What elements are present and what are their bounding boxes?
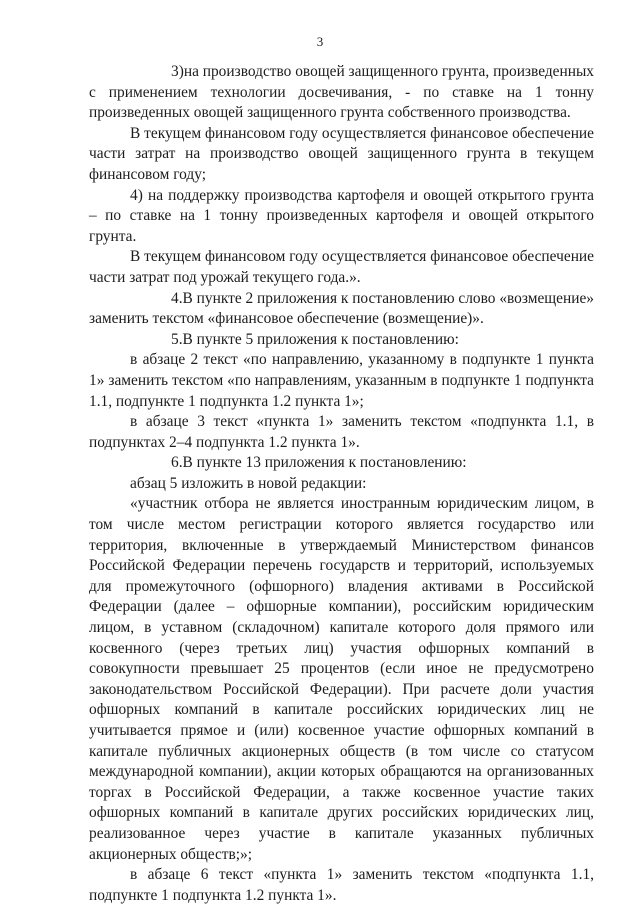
paragraph-text: в абзаце 2 текст «по направлению, указанному в подпункте 1 пункта 1» заменить текстом «по направлениям, указанным в подпункте 1 подпункта 1.1, подпункте 1 подпункта 1.2 пункта 1»; [89,351,594,410]
paragraph-number: 4. [171,289,183,307]
paragraph-text: на производство овощей защищенного грунта, произведенных с применением технологии досвечивания, - по ставке на 1 тонну произведенных овощей защищенного грунта собственного производства. [89,63,594,122]
paragraph-item-3 [89,62,594,124]
paragraph-text: В пункте 13 приложения к постановлению: [182,454,467,472]
paragraph-text: «участник отбора не является иностранным юридическим лицом, в том числе местом регистрации которого является государство или территория, включенные в утверждаемый Министерством финансов Российской Федерации перечень государств и территорий, используемых для промежуточного (офшорного) владения активами в Российской Федерации (далее – офшорные компании), российским юридическим лицом, в уставном (складочном) капитале которого доля прямого или косвенного (через третьих лиц) участия офшорных компаний в совокупности превышает 25 процентов (если иное не предусмотрено законодательством Российской Федерации). При расчете доли участия офшорных компаний в капитале российских юридических лиц не учитывается прямое и (или) косвенное участие офшорных компаний в капитале публичных акционерных обществ (в том числе со статусом международной компании), акции которых обращаются на организованных торгах в Российской Федерации, а также косвенное участие таких офшорных компаний в капитале других российских юридических лиц, реализованное через участие в капитале указанных публичных акционерных обществ;»; [89,495,594,863]
paragraph-text: в абзаце 6 текст «пункта 1» заменить текстом «подпункта 1.1, подпункте 1 подпункта 1.2 пункта 1». [89,866,594,904]
paragraph-text: В пункте 5 приложения к постановлению: [182,330,459,348]
paragraph-number: 3) [171,63,184,80]
paragraph-text: В пункте 2 приложения к постановлению слово «возмещение» заменить текстом «финансовое обеспечение (возмещение)». [89,289,594,328]
paragraph-item-4-note [89,247,594,288]
paragraph-clause-6 [89,453,594,474]
paragraph-clause-5-abzac-2 [89,350,594,412]
paragraph-clause-6-intro [89,474,594,495]
paragraph-text: В текущем финансовом году осуществляется финансовое обеспечение части затрат на производство овощей защищенного грунта в текущем финансовом году; [89,124,594,183]
paragraph-offshore-text [89,494,594,865]
paragraph-text: абзац 5 изложить в новой редакции: [130,474,367,492]
document-body [89,62,594,906]
paragraph-item-3-note [89,124,594,186]
paragraph-clause-4 [89,289,594,330]
paragraph-number: 5. [171,330,183,348]
paragraph-number: 6. [171,454,183,472]
paragraph-clause-6-abzac-6 [89,865,594,906]
paragraph-text: В текущем финансовом году осуществляется финансовое обеспечение части затрат под урожай текущего года.». [89,248,594,286]
paragraph-text: в абзаце 3 текст «пункта 1» заменить текстом «подпункта 1.1, в подпунктах 2–4 подпункта 1.2 пункта 1». [89,413,594,451]
paragraph-item-4 [89,186,594,248]
paragraph-clause-5 [89,330,594,351]
page-number: 3 [316,34,324,49]
paragraph-text: 4) на поддержку производства картофеля и овощей открытого грунта – по ставке на 1 тонну произведенных картофеля и овощей открытого грунта. [89,186,594,245]
paragraph-clause-5-abzac-3 [89,412,594,453]
